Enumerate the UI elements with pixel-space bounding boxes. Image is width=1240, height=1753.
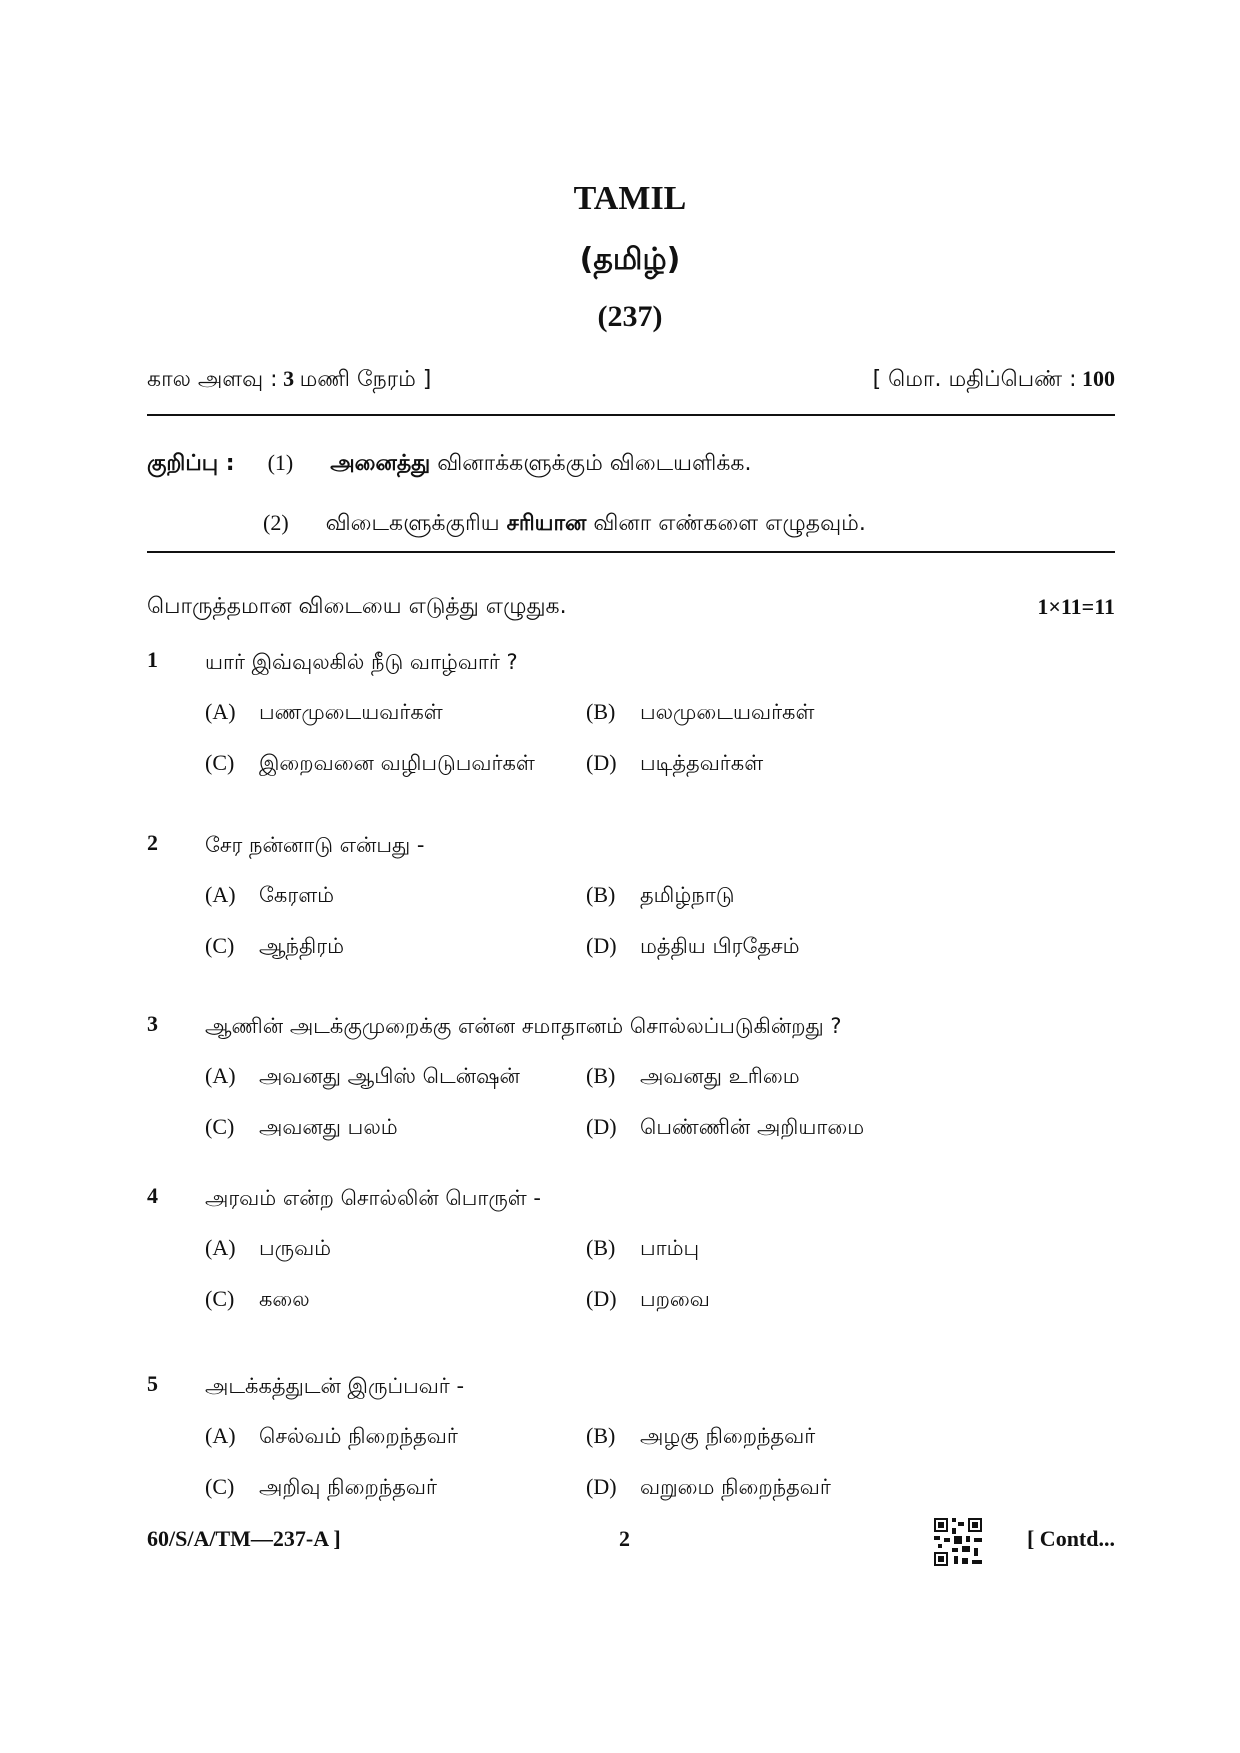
- option-a: [205, 1061, 520, 1091]
- option-c: [205, 1472, 437, 1502]
- option-a: [205, 1233, 331, 1263]
- option-d: [586, 1112, 864, 1142]
- question-text: யார் இவ்வுலகில் நீடு வாழ்வார் ?: [205, 650, 518, 674]
- option-text: அவனது பலம்: [259, 1115, 398, 1139]
- option-label: (C): [205, 750, 235, 775]
- option-label: (B): [586, 1235, 616, 1260]
- option-b: [586, 1421, 815, 1451]
- question-number: 5: [147, 1371, 158, 1396]
- max-marks: [873, 364, 1115, 395]
- note-2-text: வினா எண்களை எழுதவும்.: [586, 511, 866, 536]
- subject-title-english: TAMIL: [573, 180, 687, 217]
- note-1-num: (1): [267, 450, 294, 475]
- footer-continued: [ Contd...: [1026, 1526, 1115, 1551]
- option-d: [586, 1472, 831, 1502]
- note-2: [263, 508, 866, 539]
- option-b: [586, 1233, 699, 1263]
- note-1-text: வினாக்களுக்கும் விடையளிக்க.: [430, 451, 752, 476]
- option-c: [205, 1284, 310, 1314]
- option-text: அவனது ஆபிஸ் டென்ஷன்: [259, 1064, 520, 1088]
- question-number: 1: [147, 647, 158, 672]
- option-text: தமிழ்நாடு: [640, 883, 735, 907]
- marks-label: [ மொ. மதிப்பெண் :: [872, 367, 1077, 392]
- option-label: (C): [205, 1474, 235, 1499]
- option-text: ஆந்திரம்: [259, 934, 344, 958]
- time-unit: மணி நேரம் ]: [299, 367, 432, 392]
- option-text: பலமுடையவர்கள்: [640, 700, 815, 724]
- option-a: [205, 1421, 458, 1451]
- option-b: [586, 1061, 800, 1091]
- option-label: (B): [586, 699, 616, 724]
- option-text: கேரளம்: [259, 883, 335, 907]
- option-text: மத்திய பிரதேசம்: [640, 934, 800, 958]
- option-label: (B): [586, 882, 616, 907]
- option-label: (D): [586, 750, 617, 775]
- subject-title-tamil: (தமிழ்): [579, 242, 681, 277]
- section-instruction: பொருத்தமான விடையை எடுத்து எழுதுக.: [147, 594, 567, 619]
- option-label: (A): [205, 1423, 236, 1448]
- note-2-num: (2): [263, 510, 289, 535]
- note-1: [147, 448, 751, 479]
- time-value: 3: [283, 366, 295, 391]
- time-allowed: [147, 364, 431, 395]
- note-2-bold: சரியான: [506, 511, 587, 536]
- subject-code: (237): [597, 300, 663, 333]
- option-text: கலை: [259, 1287, 310, 1311]
- option-text: பணமுடையவர்கள்: [259, 700, 443, 724]
- option-text: பறவை: [640, 1287, 710, 1311]
- question-text: சேர நன்னாடு என்பது -: [205, 833, 425, 857]
- option-text: செல்வம் நிறைந்தவர்: [259, 1424, 458, 1448]
- note-1-bold: அனைத்து: [330, 451, 431, 476]
- option-b: [586, 880, 734, 910]
- option-label: (D): [586, 1474, 617, 1499]
- section-marks: 1×11=11: [1037, 594, 1115, 619]
- question-number: 2: [147, 830, 158, 855]
- option-text: பெண்ணின் அறியாமை: [640, 1115, 865, 1139]
- option-label: (A): [205, 1235, 236, 1260]
- option-label: (B): [586, 1063, 616, 1088]
- question-text: ஆணின் அடக்குமுறைக்கு என்ன சமாதானம் சொல்லப்படுகின்றது ?: [205, 1014, 842, 1038]
- option-c: [205, 1112, 398, 1142]
- option-label: (C): [205, 933, 235, 958]
- option-text: பாம்பு: [640, 1236, 700, 1260]
- option-text: வறுமை நிறைந்தவர்: [640, 1475, 831, 1499]
- option-text: பருவம்: [259, 1236, 332, 1260]
- note-label: குறிப்பு :: [147, 451, 235, 476]
- note-2-pre: விடைகளுக்குரிய: [325, 511, 507, 536]
- option-label: (A): [205, 1063, 236, 1088]
- option-d: [586, 931, 800, 961]
- option-label: (A): [205, 882, 236, 907]
- time-label: கால அளவு :: [147, 367, 278, 392]
- option-text: அறிவு நிறைந்தவர்: [259, 1475, 437, 1499]
- option-c: [205, 748, 535, 778]
- option-label: (B): [586, 1423, 616, 1448]
- question-text: அடக்கத்துடன் இருப்பவர் -: [205, 1374, 465, 1398]
- option-text: அவனது உரிமை: [640, 1064, 800, 1088]
- question-number: 4: [147, 1183, 158, 1208]
- question-number: 3: [147, 1011, 158, 1036]
- option-c: [205, 931, 344, 961]
- option-d: [586, 1284, 710, 1314]
- option-a: [205, 880, 334, 910]
- option-text: படித்தவர்கள்: [640, 751, 764, 775]
- header-divider: [147, 414, 1115, 416]
- option-b: [586, 697, 814, 727]
- question-text: அரவம் என்ற சொல்லின் பொருள் -: [205, 1186, 541, 1210]
- option-label: (D): [586, 933, 617, 958]
- option-label: (D): [586, 1286, 617, 1311]
- qr-code-icon: [932, 1516, 984, 1568]
- marks-value: 100: [1082, 366, 1115, 391]
- option-d: [586, 748, 763, 778]
- option-text: அழகு நிறைந்தவர்: [640, 1424, 816, 1448]
- option-label: (A): [205, 699, 236, 724]
- option-a: [205, 697, 443, 727]
- notes-divider: [147, 551, 1115, 553]
- option-label: (C): [205, 1114, 235, 1139]
- footer-paper-code: 60/S/A/TM—237-A ]: [147, 1526, 341, 1551]
- footer-page-number: 2: [619, 1526, 630, 1551]
- option-label: (D): [586, 1114, 617, 1139]
- option-label: (C): [205, 1286, 235, 1311]
- option-text: இறைவனை வழிபடுபவர்கள்: [259, 751, 535, 775]
